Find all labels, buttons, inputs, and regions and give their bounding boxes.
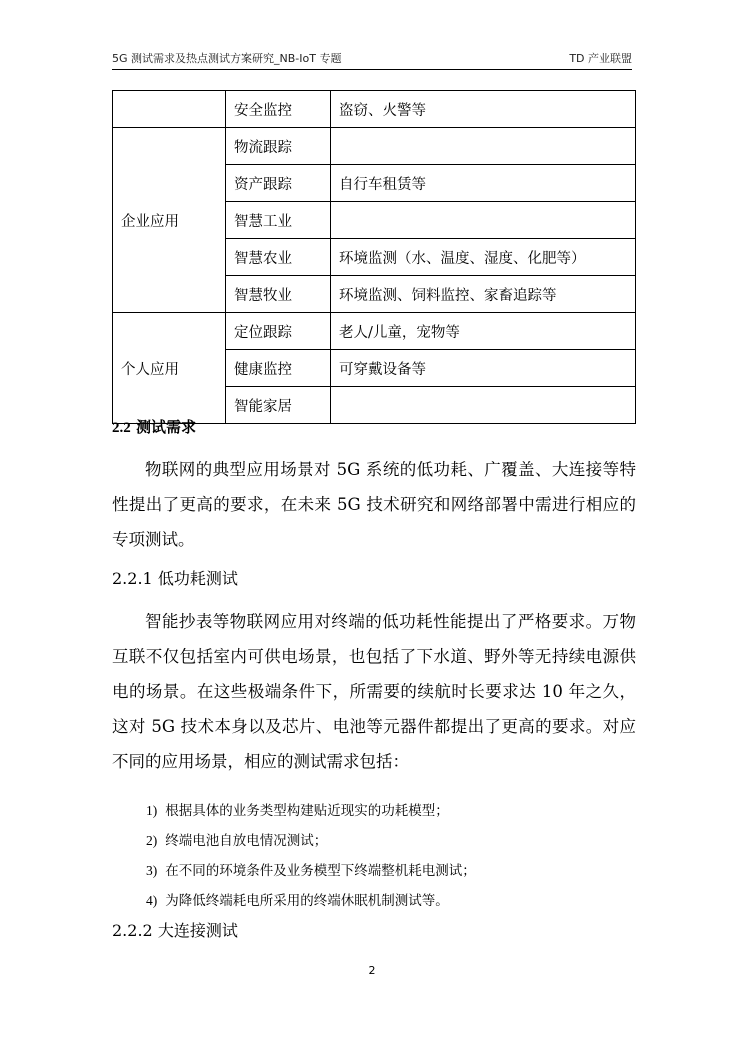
paragraph-intro: 物联网的典型应用场景对 5G 系统的低功耗、广覆盖、大连接等特性提出了更高的要求，在未来 5G 技术研究和网络部署中需进行相应的专项测试。 [112,460,636,549]
table-cell-category: 个人应用 [113,313,226,424]
subsection-heading-massive-connection [112,918,238,941]
table-cell-scenario: 智慧牧业 [226,276,331,313]
requirements-list [146,796,636,916]
table-cell-scenario: 智慧农业 [226,239,331,276]
section-number: 2.2 [112,420,131,436]
table-cell-example [331,387,636,424]
table-cell-example [331,202,636,239]
subsection-title: 低功耗测试 [157,569,238,588]
list-item-number: 4) [146,893,158,908]
list-item-number: 2) [146,833,158,848]
subsection-number: 2.2.1 [112,569,153,588]
list-item-text: 为降低终端耗电所采用的终端休眠机制测试等。 [165,893,449,909]
section-heading [112,416,196,437]
list-item [146,796,636,826]
header-organization: TD 产业联盟 [569,52,632,65]
table-cell-example: 盗窃、火警等 [331,91,636,128]
table-cell-scenario: 健康监控 [226,350,331,387]
page-number: 2 [368,964,376,977]
table-cell-example [331,128,636,165]
list-item [146,826,636,856]
table-row [113,91,636,128]
list-item-number: 1) [146,803,158,818]
table-cell-category: 企业应用 [113,128,226,313]
list-item [146,856,636,886]
table-row [113,313,636,350]
table-cell-category-continued [113,91,226,128]
list-item-text: 终端电池自放电情况测试； [165,833,328,849]
table-cell-scenario: 智能家居 [226,387,331,424]
list-item [146,886,636,916]
table-cell-example: 自行车租赁等 [331,165,636,202]
table-cell-scenario: 物流跟踪 [226,128,331,165]
table-cell-example: 可穿戴设备等 [331,350,636,387]
section-title: 测试需求 [135,418,196,436]
header-doc-title: 5G 测试需求及热点测试方案研究_NB-IoT 专题 [112,52,342,65]
table-cell-example: 老人/儿童，宠物等 [331,313,636,350]
table-row [113,128,636,165]
page-header [112,50,632,68]
list-item-text: 在不同的环境条件及业务模型下终端整机耗电测试； [165,863,476,879]
table-cell-scenario: 安全监控 [226,91,331,128]
list-item-text: 根据具体的业务类型构建贴近现实的功耗模型； [165,803,449,819]
subsection-number: 2.2.2 [112,921,153,940]
subsection-title: 大连接测试 [157,921,238,940]
application-table [112,90,636,424]
table-cell-example: 环境监测（水、温度、湿度、化肥等） [331,239,636,276]
table-cell-scenario: 智慧工业 [226,202,331,239]
table-cell-scenario: 定位跟踪 [226,313,331,350]
header-rule [112,69,632,70]
list-item-number: 3) [146,863,158,878]
table-cell-example: 环境监测、饲料监控、家畜追踪等 [331,276,636,313]
paragraph-low-power: 智能抄表等物联网应用对终端的低功耗性能提出了严格要求。万物互联不仅包括室内可供电场景，也包括了下水道、野外等无持续电源供电的场景。在这些极端条件下，所需要的续航时长要求达 10 年之久，这对 5G 技术本身以及芯片、电池等元器件都提出了更高的要求。对应不同的应用场景，相应的测试需求包括： [112,612,636,771]
subsection-heading-low-power [112,566,238,589]
table-cell-scenario: 资产跟踪 [226,165,331,202]
